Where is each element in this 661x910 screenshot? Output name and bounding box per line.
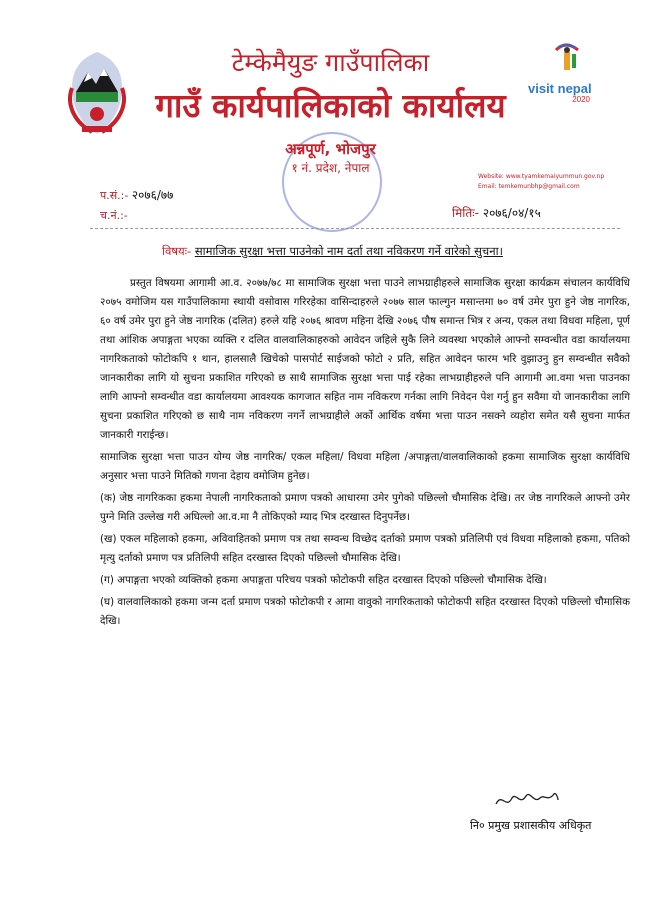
- date-label: मितिः-: [452, 206, 479, 220]
- clause-gha: (घ) वालवालिकाको हकमा जन्म दर्ता प्रमाण पत्रको फोटोकपी र आमा वावुको नागरिकताको फोटोकपी सहित दरखास्त दिएको पछिल्लो चौमासिक देखि।: [100, 596, 630, 627]
- dispatch-number-row: [100, 208, 128, 223]
- office-name: गाउँ कार्यपालिकाको कार्यालय: [155, 86, 506, 125]
- ps-label: प.सं.:-: [100, 189, 129, 202]
- clause-ga: (ग) अपाङ्गता भएको व्यक्तिको हकमा अपाङ्गता परिचय पत्रको फोटोकपी सहित दरखास्त दिएको पछिल्लो चौमासिक देखि।: [100, 574, 547, 586]
- email-text: Email: temkemunbhp@gmail.com: [478, 183, 580, 190]
- municipality-name: टेम्केमैयुङ गाउँपालिका: [231, 48, 430, 77]
- contact-block: [478, 172, 648, 192]
- ps-value: २०७६/७७: [131, 188, 174, 202]
- subject-text: सामाजिक सुरक्षा भत्ता पाउनेको नाम दर्ता तथा नविकरण गर्ने वारेको सुचना।: [194, 244, 503, 258]
- reference-number-row: [100, 186, 173, 203]
- paragraph-main: प्रस्तुत विषयमा आगामी आ.व. २०७७/७८ मा सामाजिक सुरक्षा भत्ता पाउने लाभग्राहीहरुले सामाजिक सुरक्षा कार्यक्रम संचालन कार्यविधि २०७५ वमोजिम यस गाउँपालिकामा स्थायी वसोवास गरिरहेका वासिन्दाहरुले २०७७ साल फाल्गुन मसान्तमा ७० वर्ष उमेर पुरा हुने जेष्ठ नागरिक, ६० वर्ष उमेर पुरा हुने जेष्ठ नागरिक (दलित) हरुले यहि २०७६ श्रावण महिना देखि २०७६ पौष समान्त भित्र र अन्य, एकल तथा विधवा महिला, पूर्ण तथा आंशिक अपाङ्गता भएका व्यक्ति र दलित वालवालिकाहरुको आवेदन जहिले सुकै लिने व्यवस्था भएकोले आफ्नो सम्वन्धीत वडा कार्यालयमा नागरिकताको फोटोकपि १ थान, हालसालै खिचेको पासपोर्ट साईजको फोटो २ प्रति, सहित आवेदन फारम भरि वुझाउनु हुन सम्वन्धीत सवैको जानकारीका लागि यो सुचना प्रकाशित गरिएको छ साथै सामाजिक सुरक्षा भत्ता पाई रहेका लाभग्राहीहरुले पनि आगामी आ.वमा भत्ता पाउनका लागि आफ्नो सम्वन्धीत वडा कार्यालयमा आवश्यक कागजात सहित नाम नविकरण गर्नका लागि निवेदन पेश गर्नु हुन सवैमा यो जानकारीका लागि सुचना प्रकाशित गरिएको छ साथै नाम नविकरण नगर्ने लाभग्राहीले अर्को आर्थिक वर्षमा भत्ता पाउन नसक्ने व्यहोरा समेत यसै सुचना मार्फत जानकारी गराईन्छ।: [100, 277, 630, 441]
- header-divider: [90, 228, 620, 229]
- office-province: १ नं. प्रदेश, नेपाल: [291, 161, 370, 175]
- website-text: Website: www.tyamkemaiyummun.gov.np: [478, 173, 605, 180]
- office-location: अन्नपूर्ण, भोजपुर: [285, 140, 376, 158]
- notice-body: [100, 274, 630, 631]
- signature-mark: [492, 788, 562, 812]
- date-row: [452, 204, 541, 221]
- clause-ka: (क) जेष्ठ नागरिकका हकमा नेपाली नागरिकताको प्रमाण पत्रको आधारमा उमेर पुगेको पछिल्लो चौमासिक देखि। तर जेष्ठ नागरिकले आफ्नो उमेर पुग्ने मिति उल्लेख गरी अघिल्लो आ.व.मा नै तोकिएको म्याद भित्र दरखास्त दिनुपर्नेछ।: [100, 492, 630, 523]
- paragraph-criteria: सामाजिक सुरक्षा भत्ता पाउन योग्य जेष्ठ नागरिक/ एकल महिला/ विधवा महिला /अपाङ्गता/वालवालिकाको हकमा सामाजिक सुरक्षा कार्यविधि अनुसार भत्ता पाउने मितिको गणना देहाय वमोजिम हुनेछ।: [100, 451, 630, 482]
- cn-label: च.नं.:-: [100, 209, 128, 222]
- subject-label: विषयः-: [162, 244, 192, 258]
- subject-line: [162, 244, 503, 259]
- visit-nepal-text: visit nepal: [528, 81, 592, 96]
- visit-nepal-year: 2020: [572, 95, 590, 104]
- signatory-title: नि० प्रमुख प्रशासकीय अधिकृत: [470, 819, 592, 832]
- date-value: २०७६/०४/१५: [482, 206, 541, 220]
- clause-kha: (ख) एकल महिलाको हकमा, अविवाहितको प्रमाण पत्र तथा सम्वन्ध विच्छेद दर्ताको प्रमाण पत्रको प्रतिलिपी एवं विधवा महिलाको हकमा, पतिको मृत्यु दर्ताको प्रमाण पत्र प्रतिलिपी सहित दरखास्त दिएको पछिल्लो चौमासिक देखि।: [100, 533, 630, 564]
